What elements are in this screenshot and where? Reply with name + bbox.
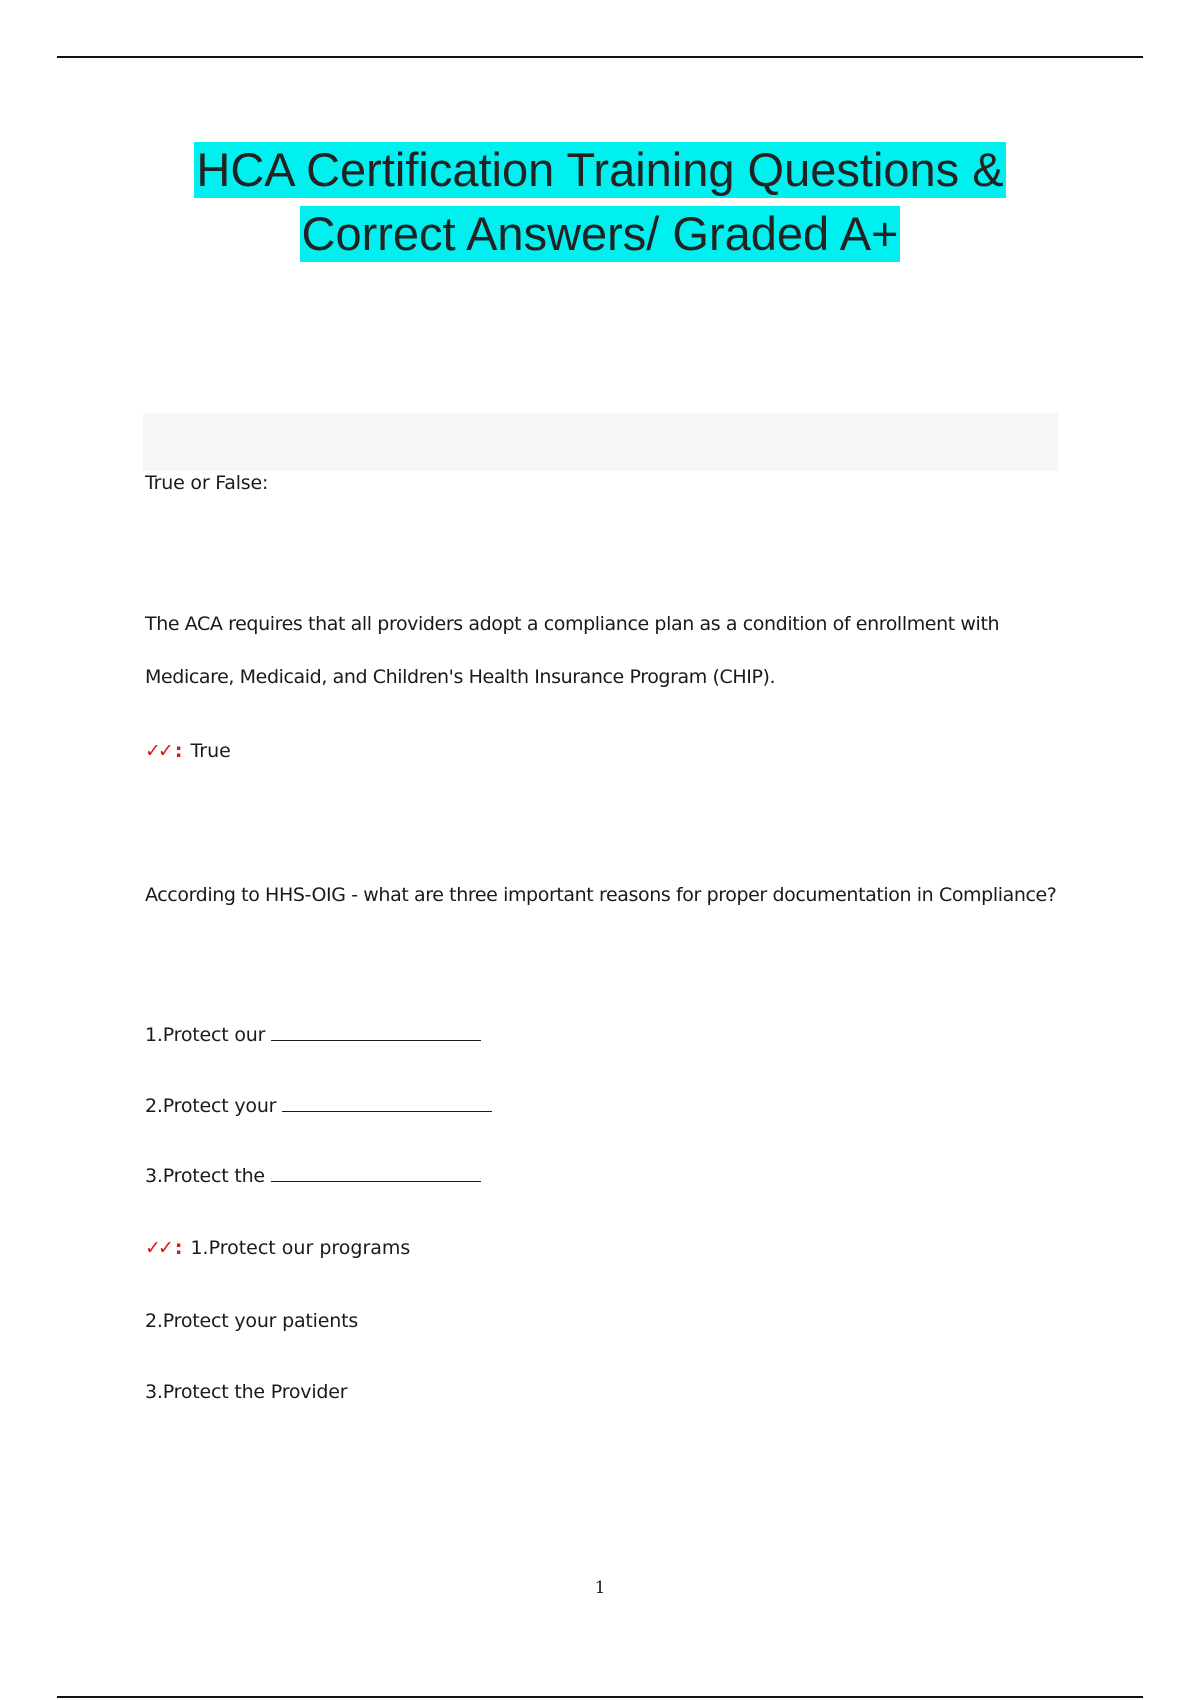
question-1-text-line-1: The ACA requires that all providers adopt a compliance plan as a condition of enrollment with <box>145 613 1000 635</box>
fill-in-blank <box>271 1022 481 1041</box>
shaded-block <box>143 413 1058 471</box>
fill-in-blank <box>271 1163 481 1182</box>
fill-in-blank <box>282 1093 492 1112</box>
page-number: 1 <box>594 1578 606 1598</box>
check-mark-icon: ✓✓ <box>145 1237 171 1259</box>
question-2-answer-3: 3.Protect the Provider <box>145 1381 348 1403</box>
top-rule <box>57 56 1143 58</box>
question-2-blank-3 <box>145 1163 481 1188</box>
check-mark-icon: ✓✓ <box>145 740 171 762</box>
question-1-label: True or False: <box>145 472 269 494</box>
title-line-2: Correct Answers/ Graded A+ <box>301 207 899 260</box>
question-2-blank-2 <box>145 1093 492 1118</box>
blank-label: 1.Protect our <box>145 1024 266 1046</box>
blank-label: 2.Protect your <box>145 1095 277 1117</box>
answer-colon: : <box>174 740 183 762</box>
question-2-answer-2: 2.Protect your patients <box>145 1310 359 1332</box>
question-2-text: According to HHS-OIG - what are three important reasons for proper documentation in Compliance? <box>145 884 1057 906</box>
question-1-answer <box>145 739 231 763</box>
question-1-text-line-2: Medicare, Medicaid, and Children's Health Insurance Program (CHIP). <box>145 666 776 688</box>
blank-label: 3.Protect the <box>145 1165 265 1187</box>
question-2-answer-1 <box>145 1236 410 1260</box>
answer-colon: : <box>174 1237 183 1259</box>
title-line-1: HCA Certification Training Questions & <box>196 143 1004 196</box>
answer-text: True <box>190 740 231 762</box>
question-2-blank-1 <box>145 1022 481 1047</box>
bottom-rule <box>57 1696 1143 1698</box>
document-title <box>0 142 1200 270</box>
answer-text: 1.Protect our programs <box>190 1237 411 1259</box>
